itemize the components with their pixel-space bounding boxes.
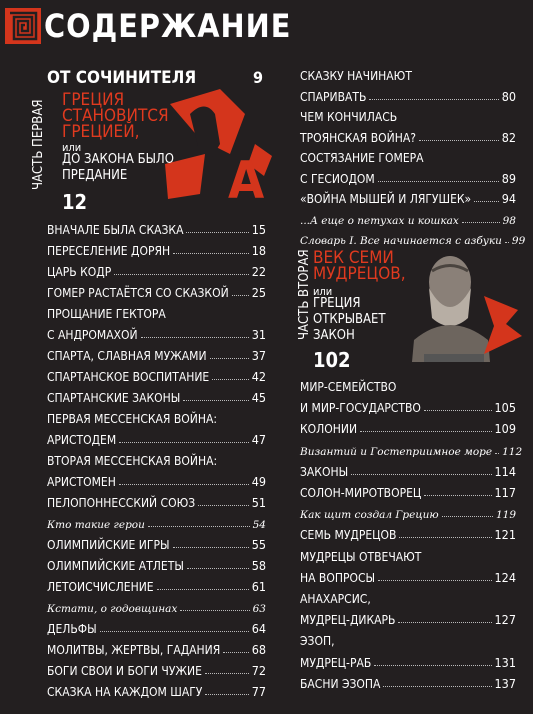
toc-entry[interactable] [300, 525, 516, 542]
dot-leader [383, 686, 491, 687]
toc-entry[interactable] [300, 377, 516, 394]
toc-entry-title: И МИР-ГОСУДАРСТВО [300, 401, 421, 416]
part2-or: или [313, 285, 333, 298]
part1-label: ЧАСТЬ ПЕРВАЯ [31, 99, 46, 190]
toc-entry-page: 51 [251, 495, 266, 510]
toc-entry[interactable] [47, 556, 266, 573]
part2-sub-2: ОТКРЫВАЕТ [313, 312, 386, 327]
toc-entry[interactable] [300, 610, 516, 627]
toc-entry[interactable] [300, 419, 516, 436]
toc-entry[interactable] [47, 661, 266, 678]
dot-leader [369, 99, 498, 100]
toc-entry-page: 42 [251, 369, 266, 384]
toc-entry-title: СПАРИВАТЬ [300, 89, 367, 104]
toc-subentry[interactable] [300, 504, 516, 521]
toc-entry[interactable] [47, 367, 266, 384]
dot-leader [100, 631, 249, 632]
dot-leader [351, 474, 491, 475]
toc-entry-title: ...А еще о петухах и кошках [300, 214, 459, 227]
toc-entry-title: ВТОРАЯ МЕССЕНСКАЯ ВОЙНА: [47, 454, 218, 468]
toc-entry-page: 82 [501, 129, 516, 145]
toc-entry-title: ВНАЧАЛЕ БЫЛА СКАЗКА [47, 223, 184, 237]
dot-leader [198, 505, 249, 506]
toc-entry-title: ОЛИМПИЙСКИЕ АТЛЕТЫ [47, 559, 184, 573]
toc-entry-title: СПАРТАНСКИЕ ЗАКОНЫ [47, 391, 181, 405]
toc-entry-title: Словарь I. Все начинается с азбуки [300, 235, 502, 247]
toc-entry-title: НА ВОПРОСЫ [300, 570, 376, 585]
toc-entry-title: МУДРЕЦЫ ОТВЕЧАЮТ [300, 549, 422, 564]
toc-entry-title: СЕМЬ МУДРЕЦОВ [300, 528, 397, 543]
toc-entry[interactable] [300, 148, 516, 165]
toc-entry-page: 119 [495, 509, 516, 522]
toc-entry[interactable] [300, 568, 516, 585]
toc-entry-title: ЦАРЬ КОДР [47, 265, 112, 279]
toc-entry-title: МУДРЕЦ-РАБ [300, 655, 372, 670]
part1-page: 12 [62, 190, 88, 214]
part2-title-2: МУДРЕЦОВ, [313, 264, 406, 284]
dot-leader [398, 622, 491, 623]
toc-entry-title: ЛЕТОИСЧИСЛЕНИЕ [47, 580, 154, 594]
part1-title-2: СТАНОВИТСЯ [62, 106, 169, 126]
toc-entry-page: 99 [511, 235, 526, 247]
toc-entry[interactable] [300, 66, 516, 83]
toc-entry-page: 121 [494, 527, 516, 543]
dot-leader [374, 665, 491, 666]
toc-entry[interactable] [300, 653, 516, 670]
toc-entry-page: 72 [251, 663, 266, 678]
toc-entry-title: ЗАКОНЫ [300, 464, 349, 479]
toc-entry-page: 31 [251, 327, 266, 342]
toc-entry[interactable] [47, 325, 266, 342]
toc-entry[interactable] [47, 451, 266, 468]
toc-entry-page: 137 [494, 675, 516, 691]
toc-entry-page: 89 [501, 170, 516, 186]
intro-page: 9 [253, 68, 264, 87]
dot-leader [173, 547, 249, 548]
dot-leader [419, 140, 499, 141]
toc-entry-page: 124 [494, 569, 516, 585]
toc-entry-page: 47 [251, 432, 266, 447]
part2-letter-shape [478, 290, 530, 364]
part2-label: ЧАСТЬ ВТОРАЯ [297, 249, 312, 340]
dot-leader [183, 400, 248, 401]
dot-leader [360, 431, 491, 432]
toc-entry-title: АНАХАРСИС, [300, 592, 371, 606]
dot-leader [205, 673, 249, 674]
toc-entry-page: 98 [502, 214, 516, 227]
dot-leader [462, 222, 500, 223]
toc-entry-page: 58 [251, 558, 266, 573]
dot-leader [141, 337, 249, 338]
part1-title-3: ГРЕЦИЕЙ, [62, 122, 140, 142]
part1-or: или [62, 141, 82, 154]
toc-entry[interactable] [300, 128, 516, 145]
toc-entry-title: ОЛИМПИЙСКИЕ ИГРЫ [47, 538, 170, 552]
part1-sub-2: ПРЕДАНИЕ [62, 168, 128, 183]
toc-entry-title: ПРОЩАНИЕ ГЕКТОРА [47, 307, 166, 321]
toc-entry[interactable] [300, 674, 516, 691]
toc-entry[interactable] [47, 409, 266, 426]
toc-entry-title: АРИСТОМЕН [47, 475, 116, 489]
toc-subentry[interactable] [300, 230, 526, 247]
toc-entry-page: 54 [252, 519, 266, 531]
greek-key-logo [5, 8, 41, 44]
toc-entry[interactable] [47, 430, 266, 447]
toc-subentry[interactable] [47, 598, 266, 615]
toc-entry-page: 109 [494, 421, 516, 437]
toc-entry-title: ТРОЯНСКАЯ ВОЙНА? [300, 130, 416, 145]
part2-title-1: ВЕК СЕМИ [313, 248, 394, 268]
toc-entry-page: 25 [251, 285, 266, 300]
dot-leader [114, 274, 248, 275]
toc-entry-page: 55 [251, 537, 266, 552]
toc-entry-page: 22 [251, 264, 266, 279]
toc-entry-title: Византий и Гостеприимное море [300, 445, 493, 458]
toc-entry-page: 114 [494, 463, 516, 479]
toc-entry-title: ЭЗОП, [300, 634, 335, 649]
toc-entry-page: 45 [251, 390, 266, 405]
dot-leader [495, 453, 499, 454]
dot-leader [186, 232, 248, 233]
toc-entry-title: ПЕЛОПОННЕССКИЙ СОЮЗ [47, 496, 196, 510]
toc-entry[interactable] [47, 304, 266, 321]
toc-entry[interactable] [300, 462, 516, 479]
part1-title-1: ГРЕЦИЯ [62, 90, 125, 110]
toc-entry-title: С АНДРОМАХОЙ [47, 328, 138, 342]
toc-subentry[interactable] [300, 441, 523, 458]
toc-entry[interactable] [47, 220, 266, 237]
toc-entry[interactable] [47, 577, 266, 594]
toc-entry[interactable] [47, 472, 266, 489]
part2-page: 102 [313, 348, 351, 372]
toc-entry-page: 127 [494, 612, 516, 628]
toc-entry[interactable] [47, 346, 266, 363]
toc-entry-title: СКАЗКУ НАЧИНАЮТ [300, 69, 412, 83]
dot-leader [157, 589, 249, 590]
dot-leader [180, 610, 249, 611]
toc-entry-title: ГОМЕР РАСТАЁТСЯ СО СКАЗКОЙ [47, 286, 229, 300]
dot-leader [223, 652, 248, 653]
toc-entry[interactable] [47, 493, 266, 510]
toc-entry-title: Кстати, о годовщинах [47, 603, 178, 615]
toc-entry[interactable] [47, 241, 266, 258]
toc-entry-title: МИР-СЕМЕЙСТВО [300, 380, 397, 394]
toc-entry-title: СПАРТА, СЛАВНАЯ МУЖАМИ [47, 349, 207, 363]
toc-entry-page: 63 [252, 603, 266, 615]
dot-leader [119, 484, 249, 485]
toc-entry[interactable] [300, 398, 516, 415]
dot-leader [173, 253, 249, 254]
toc-entry-page: 94 [501, 191, 516, 206]
dot-leader [119, 442, 249, 443]
part2-sub-1: ГРЕЦИЯ [313, 296, 361, 311]
part1-letter: А [228, 151, 265, 211]
toc-entry-page: 117 [494, 485, 516, 500]
toc-entry-title: МОЛИТВЫ, ЖЕРТВЫ, ГАДАНИЯ [47, 643, 221, 657]
toc-entry[interactable] [47, 388, 266, 405]
toc-entry-title: ЧЕМ КОНЧИЛАСЬ [300, 110, 398, 124]
toc-entry-title: С ГЕСИОДОМ [300, 171, 375, 186]
toc-entry[interactable] [47, 283, 266, 300]
toc-entry[interactable] [300, 589, 516, 606]
toc-entry-page: 131 [494, 654, 516, 670]
toc-entry-page: 37 [251, 348, 266, 363]
toc-entry-title: СОСТЯЗАНИЕ ГОМЕРА [300, 151, 424, 165]
toc-entry[interactable] [47, 640, 266, 657]
dot-leader [378, 580, 492, 581]
toc-entry-page: 80 [501, 88, 516, 104]
dot-leader [210, 358, 249, 359]
toc-entry-title: БОГИ СВОИ И БОГИ ЧУЖИЕ [47, 664, 202, 678]
toc-entry-title: Кто такие герои [47, 519, 145, 531]
toc-entry[interactable] [300, 107, 516, 124]
dot-leader [232, 295, 249, 296]
dot-leader [212, 379, 248, 380]
toc-entry-title: СПАРТАНСКОЕ ВОСПИТАНИЕ [47, 370, 210, 384]
toc-entry-page: 64 [251, 621, 266, 636]
part1-sub-1: ДО ЗАКОНА БЫЛО [62, 152, 174, 167]
toc-entry-page: 49 [251, 474, 266, 489]
dot-leader [442, 516, 493, 517]
toc-entry[interactable] [300, 631, 516, 648]
toc-entry[interactable] [300, 169, 516, 186]
toc-entry-page: 77 [251, 684, 266, 699]
toc-entry-page: 18 [251, 243, 266, 258]
toc-entry-title: МУДРЕЦ-ДИКАРЬ [300, 613, 396, 628]
dot-leader [424, 410, 492, 411]
toc-entry-title: СОЛОН-МИРОТВОРЕЦ [300, 486, 422, 500]
dot-leader [205, 694, 248, 695]
dot-leader [399, 537, 491, 538]
toc-entry-title: КОЛОНИИ [300, 422, 358, 437]
toc-entry-title: ПЕРЕСЕЛЕНИЕ ДОРЯН [47, 244, 171, 258]
dot-leader [424, 495, 491, 496]
toc-entry-title: Как щит создал Грецию [300, 509, 439, 522]
toc-entry-title: БАСНИ ЭЗОПА [300, 676, 381, 691]
toc-entry[interactable] [47, 682, 266, 699]
toc-subentry[interactable] [300, 210, 516, 227]
toc-entry[interactable] [300, 87, 516, 104]
toc-entry[interactable] [47, 619, 266, 636]
dot-leader [148, 526, 250, 527]
toc-entry-title: АРИСТОДЕМ [47, 433, 117, 447]
part2-sub-3: ЗАКОН [313, 328, 355, 343]
toc-entry-title: СКАЗКА НА КАЖДОМ ШАГУ [47, 685, 203, 699]
page-title: СОДЕРЖАНИЕ [44, 7, 292, 45]
toc-entry-page: 15 [251, 222, 266, 237]
toc-entry[interactable] [47, 262, 266, 279]
toc-subentry[interactable] [47, 514, 266, 531]
dot-leader [187, 568, 249, 569]
toc-entry-page: 68 [251, 642, 266, 657]
toc-entry[interactable] [300, 189, 516, 206]
dot-leader [378, 181, 499, 182]
toc-entry-page: 112 [502, 445, 523, 458]
toc-entry[interactable] [47, 535, 266, 552]
toc-entry[interactable] [300, 547, 516, 564]
toc-entry-title: «ВОЙНА МЫШЕЙ И ЛЯГУШЕК» [300, 192, 472, 206]
intro-title[interactable]: ОТ СОЧИНИТЕЛЯ [47, 68, 197, 88]
toc-entry-title: ПЕРВАЯ МЕССЕНСКАЯ ВОЙНА: [47, 412, 217, 426]
dot-leader [505, 242, 509, 243]
toc-entry-page: 61 [251, 579, 266, 594]
toc-entry-page: 105 [494, 400, 516, 416]
toc-entry-title: ДЕЛЬФЫ [47, 622, 97, 636]
dot-leader [474, 201, 499, 202]
toc-entry[interactable] [300, 483, 516, 500]
